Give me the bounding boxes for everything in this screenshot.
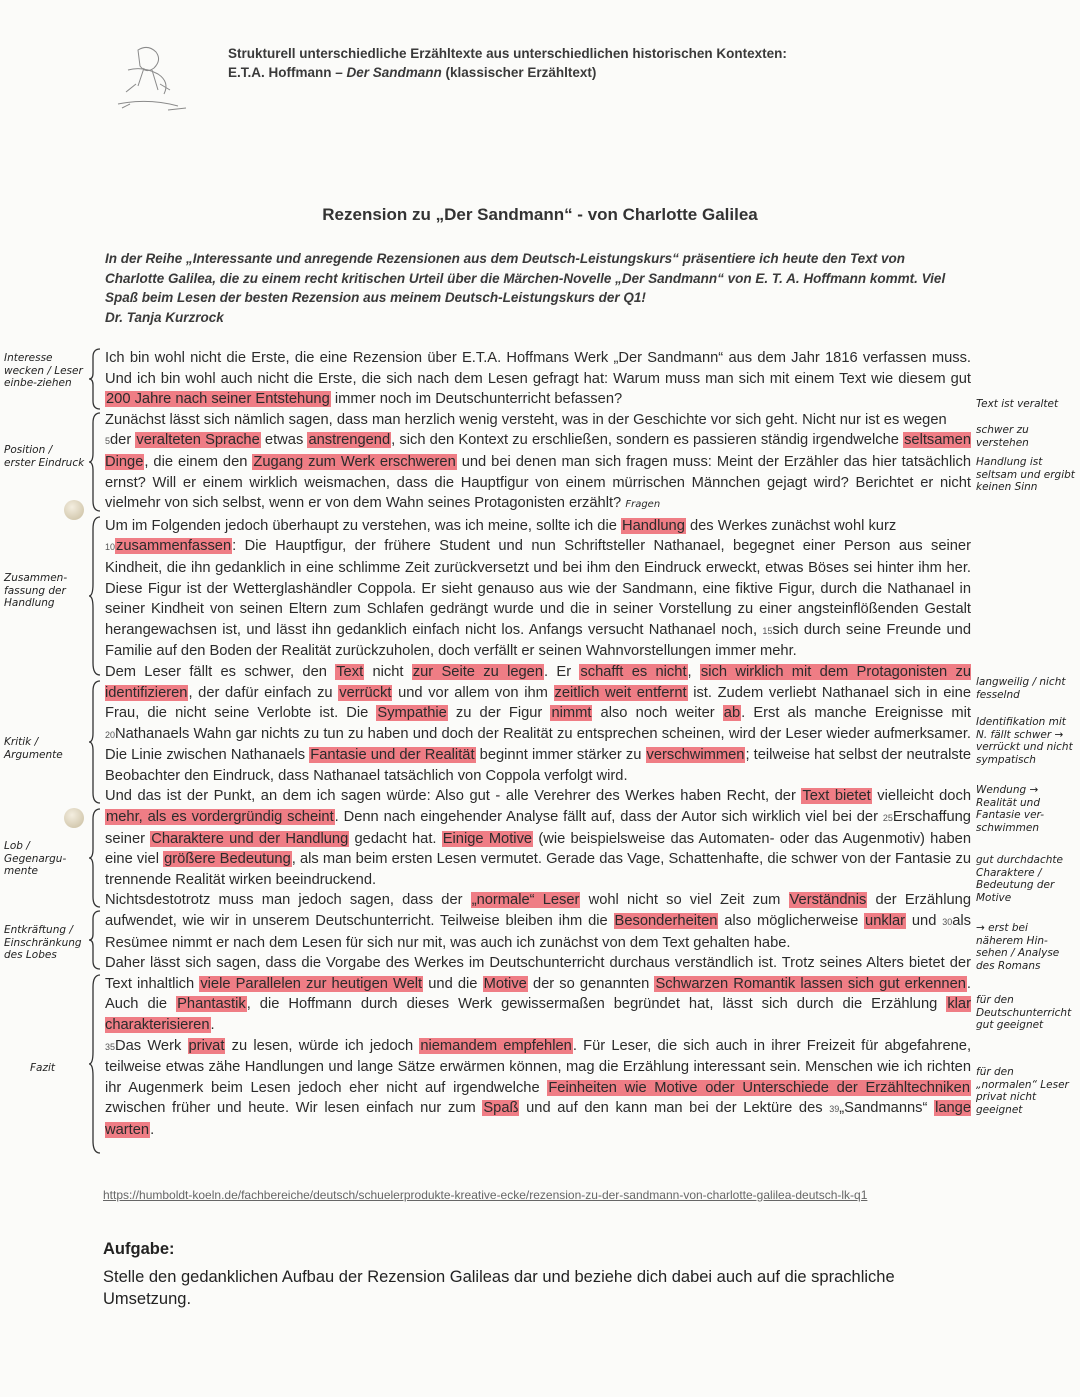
highlight: zeitlich weit entfernt <box>554 684 687 701</box>
highlight: Charaktere und der Handlung <box>151 830 349 847</box>
margin-note-right: schwer zu verstehen <box>976 424 1029 449</box>
highlight: privat <box>188 1037 225 1054</box>
margin-note-left: Position / erster Eindruck <box>4 444 85 469</box>
highlight: lange warten <box>105 1100 971 1138</box>
review-body <box>105 348 971 1141</box>
review-title: Rezension zu „Der Sandmann“ - von Charlotte Galilea <box>322 205 758 224</box>
header-genre: (klassischer Erzähltext) <box>441 65 597 80</box>
paragraph-school-verdict: Daher lässt sich sagen, dass die Vorgabe des Werkes im Deutschunterricht durchaus verständlich ist. Trotz seines Alters bietet der Text inhaltlich viele Parallelen zur heutigen Welt und die Motive der so genannten Schwarzen Romantik lassen sich gut erkennen. Auch die Phantastik, die Hoffmann durch dieses Werk gewissermaßen begründet hat, lässt sich durch die Erzählung klar charakterisieren. <box>105 955 972 1033</box>
header-line2 <box>228 63 928 82</box>
line-number: 30 <box>942 917 953 928</box>
paragraph-summary: Um im Folgenden jedoch überhaupt zu verstehen, was ich meine, sollte ich die Handlung des Werkes zunächst wohl kurz 10zusammenfassen: Die Hauptfigur, der frühere Student und nun Schriftsteller Nathanael, begegnet einer Person aus seiner Kindheit, die ihn gedanklich in eine schlimme Zeit zurückversetzt und bei ihm den Eindruck erweckt, etwas Böses sei hinter ihm her. Diese Figur ist der Wetterglashändler Coppola. Er sieht genauso aus wie der Sandmann, eine fiktive Figur, durch die Nathanael in seiner Kindheit von seinen Eltern zum Schlafen gedrängt wurde und die in seiner Vorstellung zu einer angsteinflößenden Gestalt herangewachsen ist, und lässt ihn gedanklich einfach nicht los. Anfangs versucht Nathanael noch, 15sich durch seine Freunde und Familie auf den Boden der Realität zurückzuholen, doch verfällt er seinen Wahnvorstellungen immer mehr. <box>105 517 971 660</box>
highlight: 200 Jahre nach seiner Entstehung <box>106 391 330 408</box>
highlight: ab <box>723 705 741 722</box>
brace-icon <box>88 680 102 804</box>
header-work-title: Der Sandmann <box>346 65 442 80</box>
paragraph-criticism: Dem Leser fällt es schwer, den Text nicht zur Seite zu legen. Er schafft es nicht, sich wirklich mit dem Protagonisten zu identifizieren, der dafür einfach zu verrückt und vor allem von ihm zeitlich weit entfernt ist. Zudem verliebt Nathanael sich in eine Frau, die nicht seine Verlobte ist. Die Sympathie zu der Figur nimmt also noch weiter ab. Erst als manche Ereignisse mit 20Nathanaels Wahn gar nichts zu tun zu haben und doch der Realität zu entsprechen scheinen, wird der Leser wieder aufmerksamer. Die Linie zwischen Nathanaels Fantasie und der Realität beginnt immer stärker zu verschwimmen; teilweise hat selbst der neutralste Beobachter den Eindruck, dass Nathanael tatsächlich von Coppola verfolgt wird. <box>105 663 972 784</box>
margin-note-right: langweilig / nicht fesselnd <box>976 676 1066 701</box>
header-author: E.T.A. Hoffmann – <box>228 65 347 80</box>
highlight: niemandem empfehlen <box>420 1037 572 1054</box>
margin-note-right: Handlung ist seltsam und ergibt keinen Sinn <box>976 456 1075 493</box>
punch-hole <box>64 808 84 828</box>
paragraph-conclusion: 35Das Werk privat zu lesen, würde ich jedoch niemandem empfehlen. Für Leser, die sich auch in ihrer Freizeit für abgefahrene, teilweise etwas zähe Handlungen und lange Sätze erwärmen können, mag die Erzählung interessant sein. Menschen wie ich richten ihr Augenmerk beim Lesen jedoch eher nicht auf irgendwelche Feinheiten wie Motive oder Unterschiede der Erzähltechniken zwischen früher und heute. Wir lesen einfach nur zum Spaß und auf den kann man bei der Lektüre des 39„Sandmanns“ lange warten. <box>105 1037 972 1138</box>
line-number: 5 <box>105 436 111 447</box>
highlight: Schwarzen Romantik lassen sich gut erkennen <box>655 975 966 992</box>
highlight: verschwimmen <box>646 747 745 764</box>
handwritten-annotation: Fragen <box>625 499 661 511</box>
line-number: 25 <box>882 813 893 824</box>
brace-icon <box>88 412 102 512</box>
line-number: 35 <box>105 1041 116 1052</box>
margin-note-left: Kritik / Argumente <box>4 736 63 761</box>
highlight: Verständnis <box>789 892 867 909</box>
highlight: Text bietet <box>802 788 871 805</box>
highlight: sich wirklich mit dem Protagonisten zu identifizieren <box>105 663 971 701</box>
highlight: größere Bedeutung <box>164 851 291 868</box>
highlight: schafft es nicht <box>580 663 687 680</box>
highlight: Text <box>336 663 364 680</box>
margin-note-right: → erst bei näherem Hin-sehen / Analyse des Romans <box>976 922 1060 972</box>
highlight: klar charakterisieren <box>105 996 971 1033</box>
margin-note-right: für den „normalen“ Leser privat nicht geeignet <box>976 1066 1069 1116</box>
brace-icon <box>88 348 102 410</box>
intro-block <box>105 249 955 327</box>
highlight: Phantastik <box>177 996 246 1013</box>
brace-icon <box>88 910 102 970</box>
highlight: anstrengend <box>308 432 391 449</box>
punch-hole <box>64 500 84 520</box>
highlight: Handlung <box>621 517 685 534</box>
highlight: mehr, als es vordergründig scheint <box>106 809 334 826</box>
highlight: viele Parallelen zur heutigen Welt <box>200 975 423 992</box>
margin-note-right: Identifikation mit N. fällt schwer → verrückt und nicht sympatisch <box>976 716 1073 766</box>
highlight: Sympathie <box>377 705 447 722</box>
margin-note-left: Interesse wecken / Leser einbe-ziehen <box>4 352 83 389</box>
intro-signature: Dr. Tanja Kurzrock <box>105 309 224 325</box>
margin-note-left: Entkräftung / Einschränkung des Lobes <box>4 924 82 961</box>
margin-note-right: Text ist veraltet <box>976 398 1059 410</box>
paragraph-restriction: Nichtsdestotrotz muss man jedoch sagen, dass der „normale“ Leser wohl nicht so viel Zeit zum Verständnis der Erzählung aufwendet, wie wir in unserem Deutschunterricht. Teilweise bleiben ihm die Besonderheiten also möglicherweise unklar und 30als Resümee nimmt er nach dem Lesen für sich nur mit, was auch ich zunächst von dem Text gehalten habe. <box>105 892 971 951</box>
brace-icon <box>88 516 102 676</box>
line-number: 20 <box>105 729 116 740</box>
margin-note-right: Wendung → Realität und Fantasie ver-schwimmen <box>976 784 1045 834</box>
school-logo <box>108 40 208 120</box>
margin-note-left: Zusammen-fassung der Handlung <box>4 572 68 609</box>
margin-note-left: Lob / Gegenargu-mente <box>4 840 67 877</box>
line-number: 39 <box>829 1104 840 1115</box>
highlight: zur Seite zu legen <box>412 663 544 680</box>
brace-icon <box>88 808 102 908</box>
highlight: nimmt <box>551 705 592 722</box>
highlight: Spaß <box>483 1100 519 1117</box>
task-text: Stelle den gedanklichen Aufbau der Rezension Galileas dar und beziehe dich dabei auch auf die sprachliche Umsetzung. <box>103 1268 895 1308</box>
paragraph-praise: Und das ist der Punkt, an dem ich sagen würde: Also gut - alle Verehrer des Werkes haben Recht, der Text bietet vielleicht doch mehr, als es vordergründig scheint. Denn nach eingehender Analyse fällt auf, dass der Autor sich wirklich viel bei der 25Erschaffung seiner Charaktere und der Handlung gedacht hat. Einige Motive (wie beispielsweise das Automaten- oder das Augenmotiv) haben eine viel größere Bedeutung, als man beim ersten Lesen vermutet. Gerade das Vage, Schattenhafte, die schwer von der Fantasie zu trennende Realität wirken beeindruckend. <box>105 788 972 888</box>
highlight: verrückt <box>339 684 392 701</box>
highlight: zusammenfassen <box>116 538 232 555</box>
highlight: Besonderheiten <box>614 913 718 930</box>
highlight: Motive <box>483 975 527 992</box>
margin-note-right: gut durchdachte Charaktere / Bedeutung der Motive <box>976 854 1063 904</box>
highlight: veralteten Sprache <box>136 432 260 449</box>
line-number: 15 <box>762 625 773 636</box>
highlight: unklar <box>865 913 906 930</box>
task-heading: Aufgabe: <box>103 1240 175 1258</box>
margin-note-right: für den Deutschunterricht gut geeignet <box>976 994 1072 1031</box>
line-number: 10 <box>105 542 116 553</box>
highlight: Einige Motive <box>442 830 533 847</box>
highlight: Zugang zum Werk erschweren <box>253 453 456 470</box>
source-link[interactable]: https://humboldt-koeln.de/fachbereiche/deutsch/schuelerprodukte-kreative-ecke/rezension-zu-der-sandmann-von-charlotte-galilea-deutsch-lk-q1 <box>103 1188 868 1202</box>
highlight: Fantasie und der Realität <box>310 747 475 764</box>
margin-note-left: Fazit <box>30 1062 56 1074</box>
highlight: Feinheiten wie Motive oder Unterschiede der Erzähltechniken <box>548 1079 970 1096</box>
header-line1: Strukturell unterschiedliche Erzähltexte aus unterschiedlichen historischen Kontexten: <box>228 46 787 61</box>
highlight: seltsamen Dinge <box>105 432 972 470</box>
paragraph-first-impression: Zunächst lässt sich nämlich sagen, dass man herzlich wenig versteht, was in der Geschichte vor sich geht. Nicht nur ist es wegen 5der veralteten Sprache etwas anstrengend, sich den Kontext zu erschließen, sondern es passieren ständig irgendwelche seltsamen Dinge, die einem den Zugang zum Werk erschweren und bei denen man sich fragen muss: Meint der Erzähler das hier tatsächlich ernst? Will er einem wirklich weismachen, dass die Hauptfigur von einem mürrischen Männchen gejagt wird? Berichtet er nicht vielmehr von sich selbst, wenn er von dem Wahn seines Protagonisten erzählt? Fragen <box>105 411 972 512</box>
intro-text: In der Reihe „Interessante und anregende Rezensionen aus dem Deutsch-Leistungskurs“ präsentiere ich heute den Text von Charlotte Galilea, die zu einem recht kritischen Urteil über die Märchen-Novelle „Der Sandmann“ von E. T. A. Hoffmann kommt. Viel Spaß beim Lesen der besten Rezension aus meinem Deutsch-Leistungskurs der Q1! <box>105 251 946 305</box>
highlight: „normale“ Leser <box>471 892 580 909</box>
paragraph-introduction: Ich bin wohl nicht die Erste, die eine Rezension über E.T.A. Hoffmans Werk „Der Sandmann“ aus dem Jahr 1816 verfassen muss. Und ich bin wohl auch nicht die Erste, die sich nach dem Lesen gefragt hat: Warum muss man sich mit einem Text wie diesem gut 200 Jahre nach seiner Entstehung immer noch im Deutschunterricht befassen? <box>105 350 971 408</box>
worksheet-header <box>228 44 928 82</box>
